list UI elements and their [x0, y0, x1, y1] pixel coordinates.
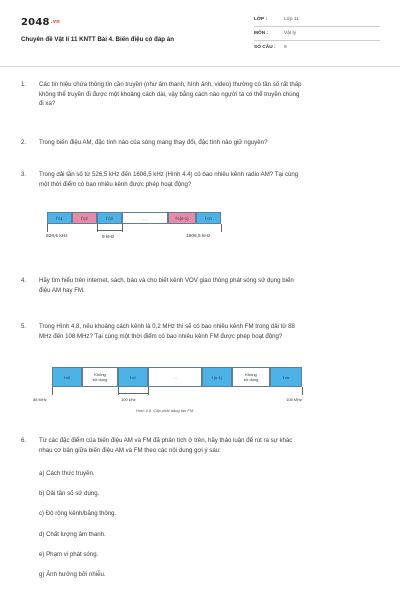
- question-6: [21, 436, 381, 456]
- meta-count-value: 9: [284, 45, 287, 50]
- am-band-fc1: f c1: [47, 212, 72, 224]
- document-title: Chuyên đề Vật lí 11 KNTT Bài 4. Biến điệu có đáp án: [21, 36, 175, 43]
- question-line: một thời điểm có bao nhiêu kênh được phép hoạt động?: [39, 180, 192, 188]
- am-band-fc2: f c2: [72, 212, 97, 224]
- meta-subject: [254, 31, 296, 36]
- question-line: Trong Hình 4.8, nếu khoảng cách kênh là 0,2 MHz thì sẽ có bao nhiêu kênh FM trong dải từ 88: [39, 323, 295, 330]
- fm-band-fc1: f c1: [118, 367, 148, 387]
- fm-band-ellipsis: …: [148, 367, 202, 387]
- logo-suffix: .vn: [50, 19, 60, 25]
- am-band-fcn-1: f c(n-1): [168, 212, 196, 224]
- channel-width-line: [97, 230, 122, 231]
- question-line: Các tín hiệu chứa thông tin cần truyền (như âm thanh, hình ảnh, video) thường có tần số rất thấp: [39, 81, 302, 88]
- fm-mid-label: 100 kHz: [121, 397, 136, 402]
- fm-band-fn-1: f (n-1): [202, 367, 232, 387]
- fm-band-unused-left: Không sử dụng: [82, 367, 118, 387]
- meta-subject-key: MÔN :: [254, 31, 269, 36]
- fm-band-fcn: f cn: [270, 367, 302, 387]
- tick: [302, 387, 303, 395]
- option-g: g) Ảnh hưởng bởi nhiễu.: [39, 571, 106, 578]
- question-number: 5.: [21, 323, 27, 330]
- fm-right-label: 108 MHz: [286, 397, 303, 402]
- tick: [122, 224, 123, 232]
- logo-text: 2048: [21, 17, 50, 28]
- am-left-label: 526,5 kHz: [46, 234, 68, 239]
- tick: [148, 387, 149, 395]
- meta-count-key: SỐ CÂU :: [254, 45, 276, 50]
- question-number: 4.: [21, 277, 27, 284]
- meta-class: [254, 17, 299, 22]
- option-d: d) Chất lượng âm thanh.: [39, 531, 106, 538]
- meta-divider: [254, 26, 380, 27]
- tick: [221, 224, 222, 232]
- question-line: Trong biến điệu AM, đặc tính nào của sóng mang thay đổi, đặc tính nào giữ nguyên?: [39, 139, 268, 146]
- question-2: [21, 138, 381, 148]
- tick: [47, 224, 48, 232]
- question-4: [21, 276, 381, 296]
- site-logo[interactable]: [21, 17, 60, 28]
- fm-band-fc0: f c0: [52, 367, 82, 387]
- channel-width-line: [118, 393, 148, 394]
- question-number: 6.: [21, 437, 27, 444]
- question-3: [21, 170, 381, 190]
- am-band-fcn: f cn: [196, 212, 221, 224]
- option-e: e) Phạm vi phát sóng.: [39, 551, 99, 558]
- question-line: Trong dải tần số từ 526,5 kHz đến 1606,5 kHz (Hình 4.4) có bao nhiêu kênh radio AM? Tại cùng: [39, 171, 299, 178]
- question-line: không thể truyền đi được một khoảng cách dài, vậy bằng cách nào người ta có thể truyền chúng: [39, 90, 300, 98]
- question-line: nhau cơ bản giữa biến điệu AM và FM theo các nội dung gợi ý sau:: [39, 446, 221, 454]
- fm-left-label: 88 MHz: [33, 397, 47, 402]
- figure-caption: Hình 4.8. Cấp phát băng tần FM: [136, 408, 194, 413]
- question-line: MHz đến 108 MHz? Tại cùng một thời điểm có bao nhiêu kênh FM được phép hoạt động?: [39, 332, 283, 340]
- question-1: [21, 80, 381, 110]
- question-5: [21, 322, 381, 342]
- option-c: c) Độ rộng kênh/băng thông.: [39, 510, 117, 517]
- header-divider: [0, 66, 400, 67]
- question-number: 1.: [21, 81, 27, 88]
- fm-band-unused-right: Không sử dụng: [232, 367, 270, 387]
- option-b: b) Dải tần số sử dụng.: [39, 490, 100, 497]
- am-right-label: 1606,5 kHz: [186, 234, 211, 239]
- question-line: Từ các đặc điểm của biến điệu AM và FM đã phân tích ở trên, hãy thảo luận để rút ra sự khác: [39, 437, 293, 444]
- question-line: đi xa?: [39, 100, 56, 108]
- meta-subject-value: Vật lý: [284, 31, 296, 36]
- meta-class-key: LỚP :: [254, 17, 268, 22]
- meta-count: [254, 45, 287, 50]
- am-band-fc3: f c3: [97, 212, 122, 224]
- tick: [52, 387, 53, 395]
- am-mid-label: 9 kHz: [102, 235, 115, 240]
- meta-divider: [254, 40, 380, 41]
- option-a: a) Cách thức truyền.: [39, 470, 95, 477]
- question-line: Hãy tìm hiểu trên internet, sách, báo và cho biết kênh VOV giao thông phát sóng sử dụng biến: [39, 277, 294, 284]
- question-line: điệu AM hay FM.: [39, 286, 85, 294]
- question-number: 3.: [21, 171, 27, 178]
- am-band-ellipsis: …: [122, 212, 168, 224]
- question-number: 2.: [21, 139, 27, 146]
- meta-class-value: Lớp 11: [284, 17, 299, 22]
